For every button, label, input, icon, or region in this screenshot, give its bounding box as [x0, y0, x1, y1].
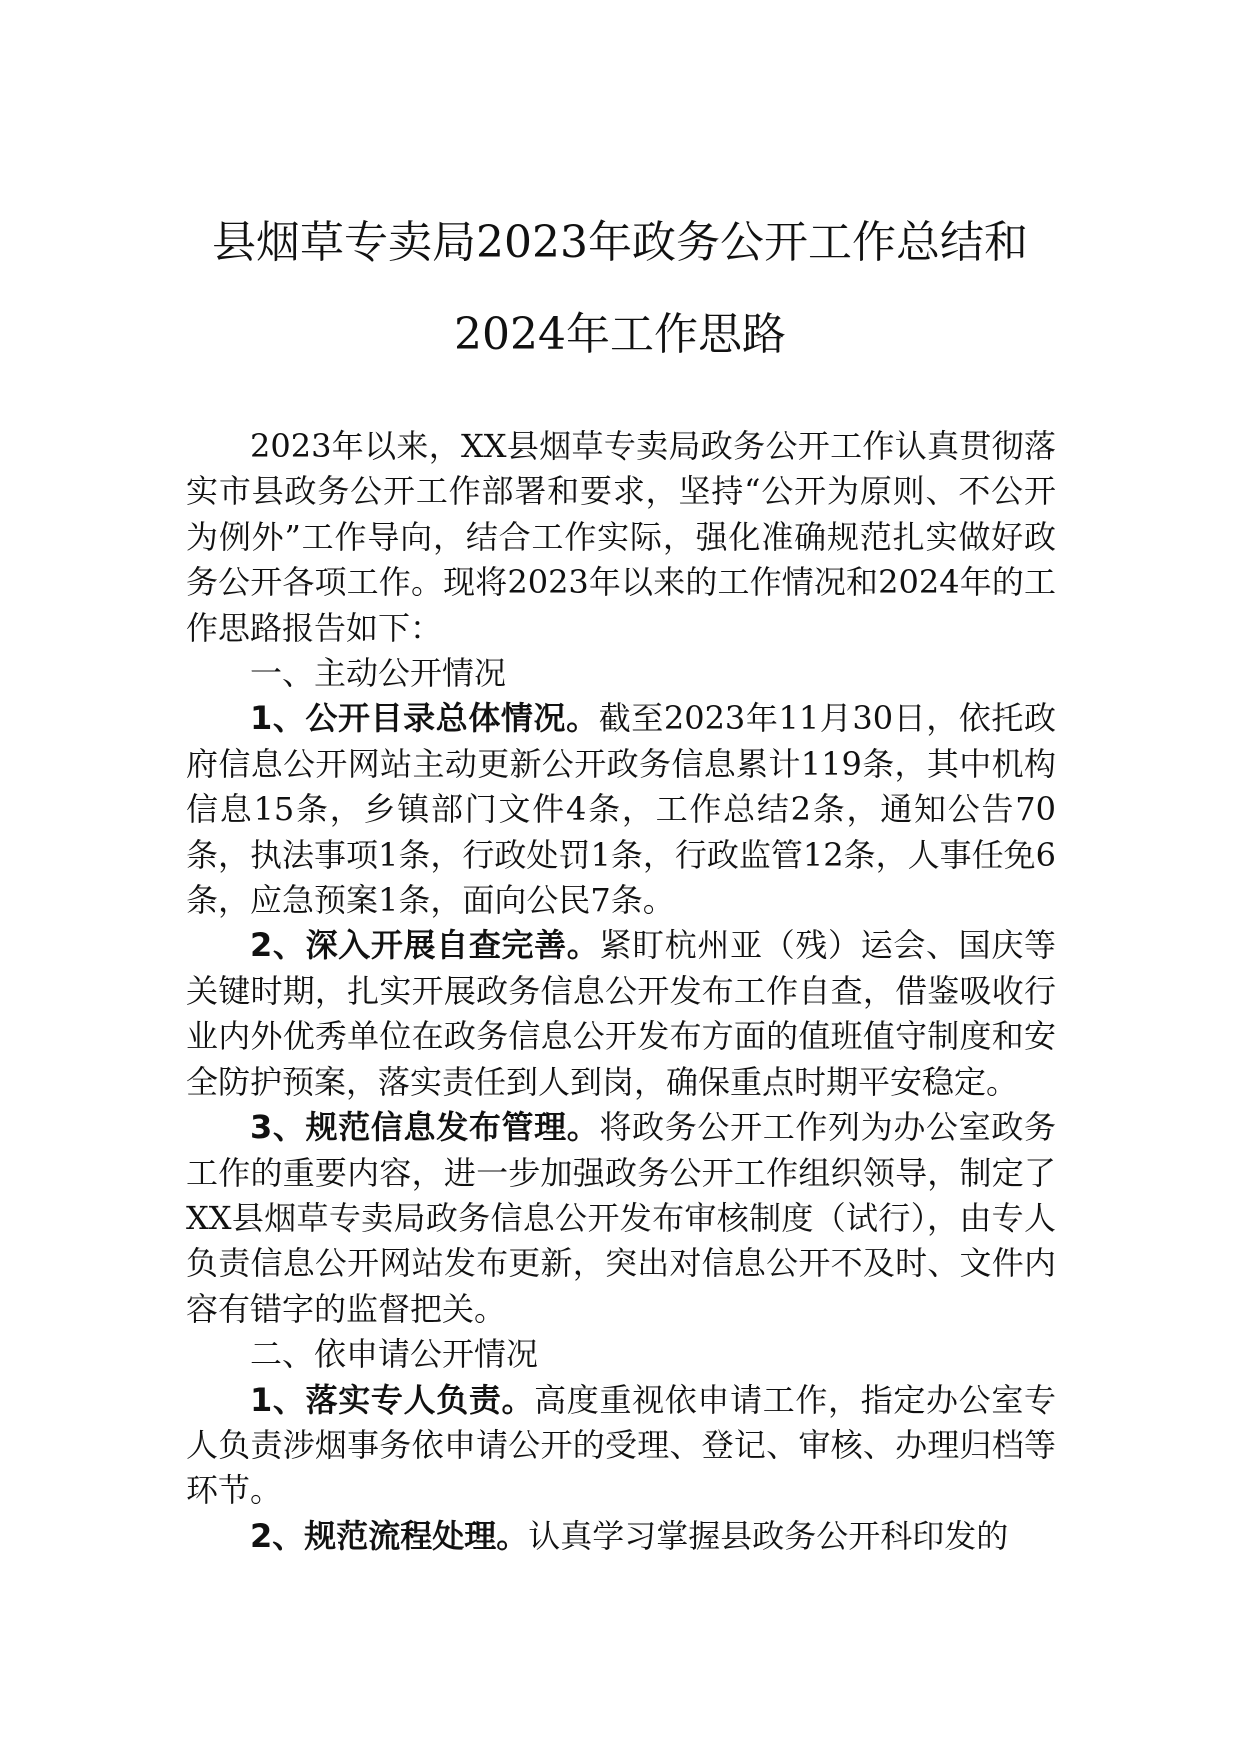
section-1-item-1: [186, 696, 1056, 923]
item-text: 认真学习掌握县政务公开科印发的: [528, 1516, 1009, 1555]
section-2-heading: 二、依申请公开情况: [250, 1335, 539, 1374]
item-text: 高度重视依申请工作，指定办公室专人负责涉烟事务依申请公开的受理、登记、审核、办理归档等环节。: [186, 1380, 1056, 1510]
item-lead: 3、规范信息发布管理。: [250, 1108, 600, 1147]
document-title-line-1: 县烟草专卖局2023年政务公开工作总结和: [212, 217, 1028, 268]
intro-paragraph: 2023年以来，XX县烟草专卖局政务公开工作认真贯彻落实市县政务公开工作部署和要求，坚持“公开为原则、不公开为例外”工作导向，结合工作实际，强化准确规范扎实做好政务公开各项工作。现将2023年以来的工作情况和2024年的工作思路报告如下：: [186, 427, 1056, 647]
section-1-heading: 一、主动公开情况: [250, 654, 507, 693]
item-text: 将政务公开工作列为办公室政务工作的重要内容，进一步加强政务公开工作组织领导，制定了XX县烟草专卖局政务信息公开发布审核制度（试行），由专人负责信息公开网站发布更新，突出对信息公开不及时、文件内容有错字的监督把关。: [186, 1108, 1056, 1328]
section-2-item-2: [186, 1514, 1056, 1559]
section-1-item-3: [186, 1105, 1056, 1332]
document-title-line-2: 2024年工作思路: [454, 309, 786, 360]
item-lead: 2、规范流程处理。: [250, 1516, 529, 1555]
section-2-item-1: [186, 1378, 1056, 1514]
item-text: 紧盯杭州亚（残）运会、国庆等关键时期，扎实开展政务信息公开发布工作自查，借鉴吸收行业内外优秀单位在政务信息公开发布方面的值班值守制度和安全防护预案，落实责任到人到岗，确保重点时期平安稳定。: [186, 926, 1056, 1101]
section-1-item-2: [186, 923, 1056, 1105]
item-text: 截至2023年11月30日，依托政府信息公开网站主动更新公开政务信息累计119条，其中机构信息15条，乡镇部门文件4条，工作总结2条，通知公告70条，执法事项1条，行政处罚1条，行政监管12条，人事任免6条，应急预案1条，面向公民7条。: [186, 699, 1056, 920]
item-lead: 1、落实专人负责。: [250, 1380, 535, 1419]
item-lead: 1、公开目录总体情况。: [250, 699, 599, 738]
item-lead: 2、深入开展自查完善。: [250, 926, 600, 965]
document-body: [186, 424, 1056, 1559]
